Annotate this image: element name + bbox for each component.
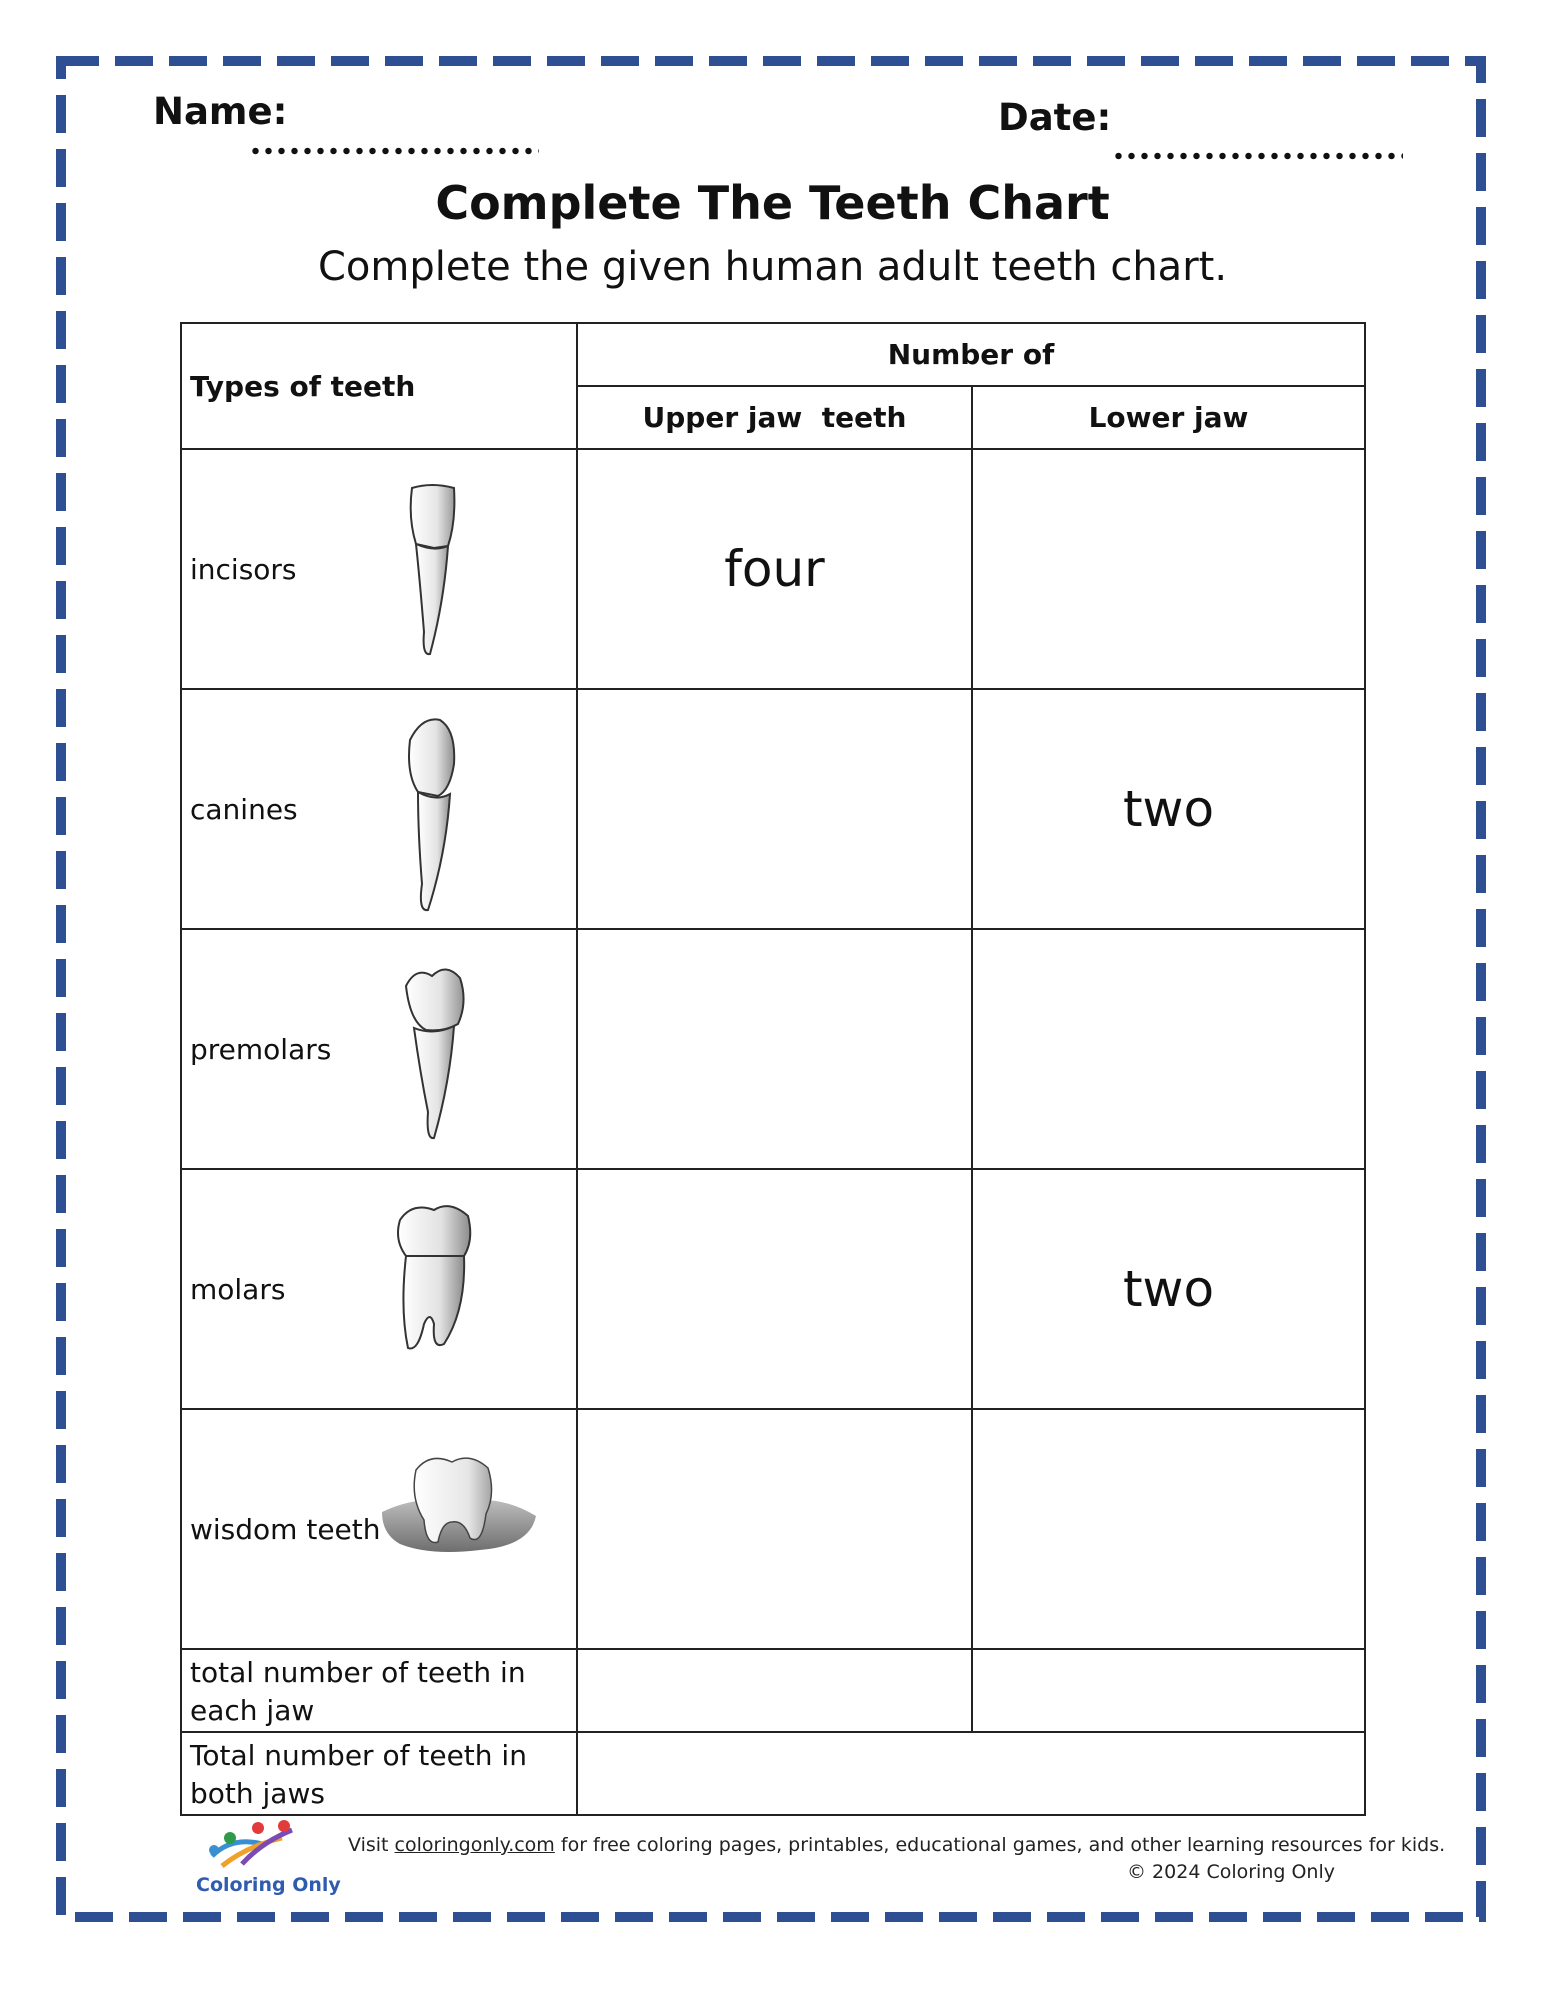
header-lower-jaw <box>971 385 1366 450</box>
name-input-line[interactable] <box>249 147 539 155</box>
row-label-total-each-jaw <box>180 1648 578 1733</box>
row-label-premolars <box>180 928 578 1170</box>
footer-visit-line <box>348 1834 1445 1856</box>
logo-text: Coloring Only <box>196 1874 341 1896</box>
cell-incisors-lower[interactable] <box>971 448 1366 690</box>
footer-site-link[interactable]: coloringonly.com <box>394 1834 555 1856</box>
wisdom-tooth-icon <box>380 1450 540 1560</box>
name-label: Name: <box>153 90 288 133</box>
header-upper-jaw <box>576 385 973 450</box>
cell-total-both[interactable] <box>576 1731 1366 1816</box>
row-label-text: incisors <box>190 552 297 586</box>
page-title: Complete The Teeth Chart <box>435 176 1110 230</box>
row-label-canines <box>180 688 578 930</box>
answer-text: two <box>1122 780 1215 838</box>
answer-text: two <box>1122 1260 1215 1318</box>
header-number-of <box>576 322 1366 387</box>
header-types-label: Types of teeth <box>190 369 416 403</box>
cell-premolars-lower[interactable] <box>971 928 1366 1170</box>
answer-text: four <box>724 540 825 598</box>
row-label-text: premolars <box>190 1032 332 1066</box>
footer-visit-suffix: for free coloring pages, printables, educational games, and other learning resources for kids. <box>560 1834 1446 1856</box>
cell-total-lower[interactable] <box>971 1648 1366 1733</box>
row-label-text: Total number of teeth in both jaws <box>190 1739 527 1810</box>
canine-tooth-icon <box>398 714 468 914</box>
row-label-incisors <box>180 448 578 690</box>
teeth-chart-table <box>180 322 1366 1812</box>
cell-wisdom-lower[interactable] <box>971 1408 1366 1650</box>
cell-premolars-upper[interactable] <box>576 928 973 1170</box>
row-label-molars <box>180 1168 578 1410</box>
incisor-tooth-icon <box>398 482 468 662</box>
premolar-tooth-icon <box>398 962 474 1142</box>
footer-visit-prefix: Visit <box>348 1834 389 1856</box>
row-label-text: total number of teeth in each jaw <box>190 1656 526 1727</box>
cell-canines-lower[interactable] <box>971 688 1366 930</box>
cell-total-upper[interactable] <box>576 1648 973 1733</box>
cell-canines-upper[interactable] <box>576 688 973 930</box>
row-label-text: wisdom teeth <box>190 1512 381 1546</box>
row-label-text: canines <box>190 792 298 826</box>
header-number-of-label: Number of <box>887 338 1055 371</box>
cell-molars-lower[interactable] <box>971 1168 1366 1410</box>
date-label: Date: <box>998 96 1112 139</box>
molar-tooth-icon <box>390 1200 480 1390</box>
header-upper-jaw-label: Upper jaw teeth <box>642 401 907 434</box>
row-label-total-both-jaws <box>180 1731 578 1816</box>
row-label-text: molars <box>190 1272 286 1306</box>
header-types-of-teeth <box>180 322 578 450</box>
footer-copyright: © 2024 Coloring Only <box>1127 1861 1335 1883</box>
page-subtitle: Complete the given human adult teeth chart. <box>317 244 1228 290</box>
cell-molars-upper[interactable] <box>576 1168 973 1410</box>
header-lower-jaw-label: Lower jaw <box>1088 401 1249 434</box>
cell-wisdom-upper[interactable] <box>576 1408 973 1650</box>
cell-incisors-upper[interactable] <box>576 448 973 690</box>
date-input-line[interactable] <box>1112 152 1403 160</box>
